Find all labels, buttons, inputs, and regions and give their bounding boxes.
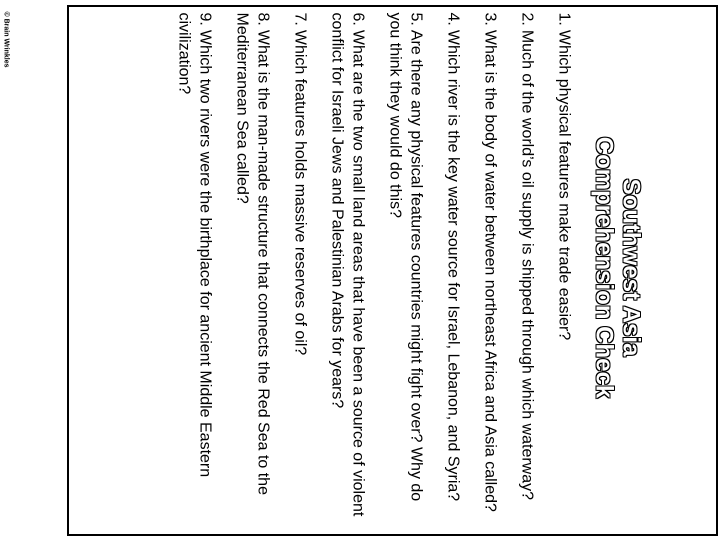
question-item — [289, 12, 310, 522]
question-text: Much of the world’s oil supply is shipped through which waterway? — [518, 29, 535, 500]
question-text: What is the body of water between northeast Africa and Asia called? — [481, 29, 498, 512]
question-text: Which two rivers were the birthplace for ancient Middle Eastern civilization? — [175, 12, 213, 477]
worksheet-frame — [67, 5, 718, 536]
question-item — [516, 12, 537, 522]
question-number: 7. — [291, 12, 308, 26]
question-number: 2. — [518, 12, 535, 26]
worksheet-subtitle: Comprehension Check — [590, 136, 617, 398]
question-number: 4. — [444, 12, 461, 26]
question-item — [479, 12, 500, 522]
question-text: Are there any physical features countries might fight over? Why do you think they would do this? — [386, 12, 424, 501]
question-number: 6. — [349, 12, 366, 26]
question-number: 1. — [555, 12, 572, 26]
copyright-text: © Brain Wrinkles — [2, 11, 10, 67]
question-number: 5. — [407, 12, 424, 26]
copyright-notice — [0, 0, 12, 78]
question-text: Which features holds massive reserves of oil? — [291, 29, 308, 355]
question-number: 3. — [481, 12, 498, 26]
worksheet-title: Southwest Asia — [617, 178, 644, 356]
question-text: What is the man-made structure that connects the Red Sea to the Mediterranean Sea called? — [233, 12, 271, 495]
question-number: 8. — [254, 12, 271, 26]
question-text: Which physical features make trade easier? — [555, 29, 572, 340]
worksheet-content — [67, 5, 654, 530]
question-item — [553, 12, 574, 522]
question-item — [442, 12, 463, 522]
question-number: 9. — [196, 12, 213, 26]
question-text: Which river is the key water source for Israel, Lebanon, and Syria? — [444, 29, 461, 501]
question-item — [173, 12, 215, 522]
question-item — [384, 12, 426, 522]
question-item — [326, 12, 368, 522]
question-text: What are the two small land areas that have been a source of violent conflict for Israeli Jews and Palestinian Arabs for years? — [328, 12, 366, 516]
question-item — [231, 12, 273, 522]
